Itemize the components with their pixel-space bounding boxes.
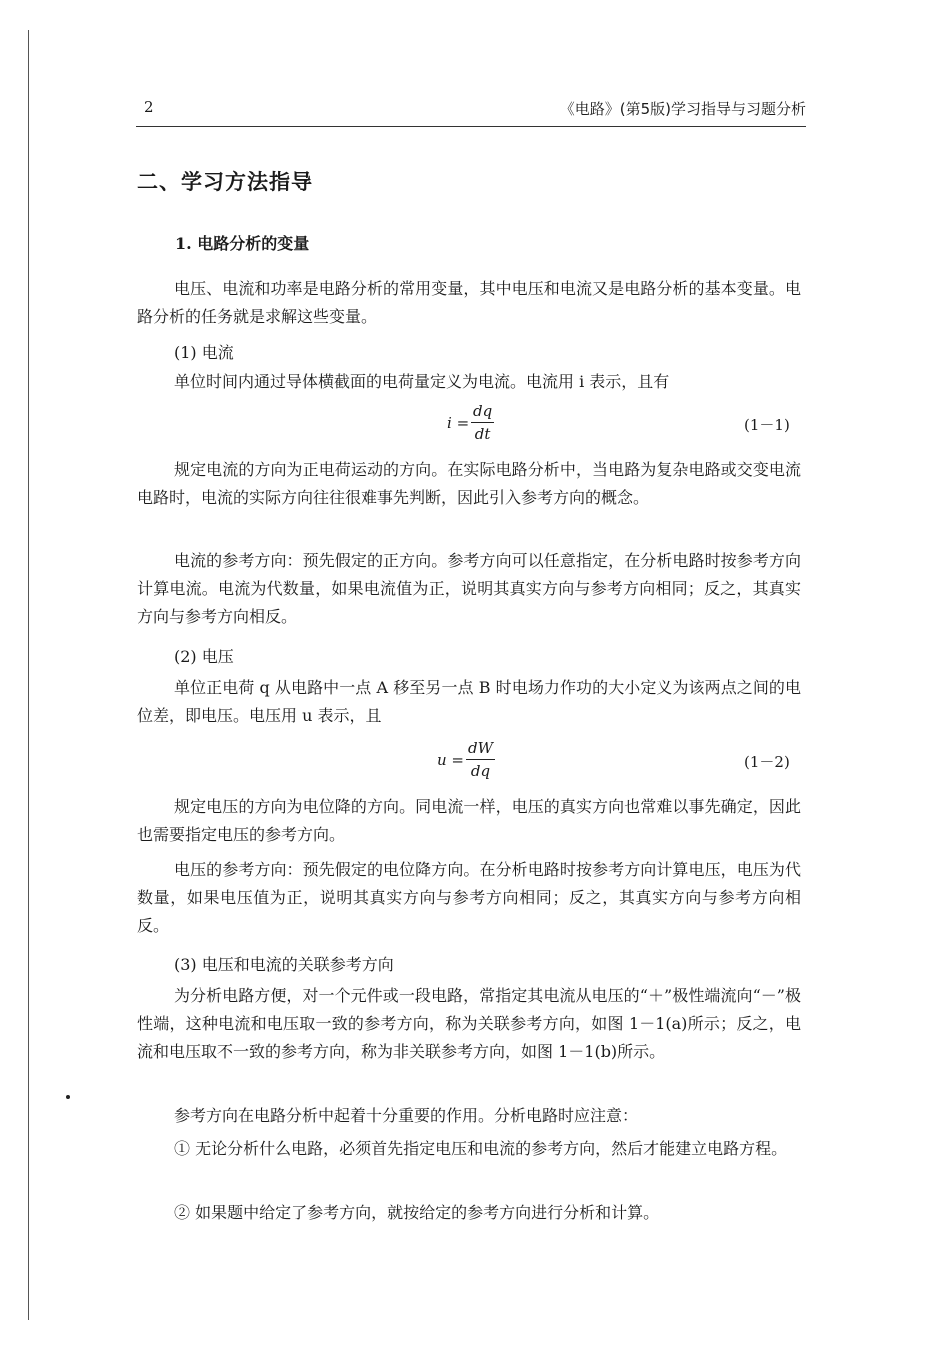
equation-2-lhs: u = xyxy=(437,751,464,769)
page-header xyxy=(136,98,806,122)
subsection-title: 1. 电路分析的变量 xyxy=(175,234,310,253)
note-2: ② 如果题中给定了参考方向，就按给定的参考方向进行分析和计算。 xyxy=(174,1203,660,1222)
margin-dot xyxy=(66,1095,70,1099)
page-binding-line xyxy=(28,30,29,1320)
intro-paragraph: 电压、电流和功率是电路分析的常用变量，其中电压和电流又是电路分析的基本变量。电路分析的任务就是求解这些变量。 xyxy=(137,279,801,326)
equation-2-numerator: dW xyxy=(466,739,495,760)
current-definition: 单位时间内通过导体横截面的电荷量定义为电流。电流用 i 表示，且有 xyxy=(174,372,670,391)
equation-2-number: (1－2) xyxy=(744,753,790,771)
voltage-definition: 单位正电荷 q 从电路中一点 A 移至另一点 B 时电场力作功的大小定义为该两点之间的电位差，即电压。电压用 u 表示，且 xyxy=(137,678,801,725)
note-1: ① 无论分析什么电路，必须首先指定电压和电流的参考方向，然后才能建立电路方程。 xyxy=(174,1139,788,1158)
equation-1-number: (1－1) xyxy=(744,416,790,434)
voltage-direction-paragraph: 规定电压的方向为电位降的方向。同电流一样，电压的真实方向也常难以事先确定，因此也需要指定电压的参考方向。 xyxy=(137,797,801,844)
equation-1-lhs: i = xyxy=(447,414,470,432)
associated-direction-paragraph: 为分析电路方便，对一个元件或一段电路，常指定其电流从电压的“＋”极性端流向“－”极性端，这种电流和电压取一致的参考方向，称为关联参考方向，如图 1－1(a)所示；反之，电流和电压取不一致的参考方向，称为非关联参考方向，如图 1－1(b)所示。 xyxy=(137,986,801,1061)
current-direction-paragraph: 规定电流的方向为正电荷运动的方向。在实际电路分析中，当电路为复杂电路或交变电流电路时，电流的实际方向往往很难事先判断，因此引入参考方向的概念。 xyxy=(137,460,801,507)
associated-direction-heading: (3) 电压和电流的关联参考方向 xyxy=(174,955,394,974)
equation-1-fraction xyxy=(471,402,494,443)
importance-paragraph: 参考方向在电路分析中起着十分重要的作用。分析电路时应注意： xyxy=(174,1106,639,1125)
equation-2-fraction xyxy=(466,739,495,780)
running-title: 《电路》(第5版)学习指导与习题分析 xyxy=(559,100,806,118)
current-reference-paragraph: 电流的参考方向：预先假定的正方向。参考方向可以任意指定，在分析电路时按参考方向计算电流。电流为代数量，如果电流值为正，说明其真实方向与参考方向相同；反之，其真实方向与参考方向相反。 xyxy=(137,551,801,626)
voltage-reference-paragraph: 电压的参考方向：预先假定的电位降方向。在分析电路时按参考方向计算电压，电压为代数量，如果电压值为正，说明其真实方向与参考方向相同；反之，其真实方向与参考方向相反。 xyxy=(137,860,801,935)
current-heading: (1) 电流 xyxy=(174,343,234,362)
equation-1-denominator: dt xyxy=(474,425,491,443)
equation-1-numerator: dq xyxy=(471,402,494,423)
equation-2-denominator: dq xyxy=(470,762,491,780)
page-number: 2 xyxy=(144,98,154,116)
header-rule xyxy=(136,126,806,127)
section-title: 二、学习方法指导 xyxy=(137,170,313,194)
voltage-heading: (2) 电压 xyxy=(174,647,234,666)
